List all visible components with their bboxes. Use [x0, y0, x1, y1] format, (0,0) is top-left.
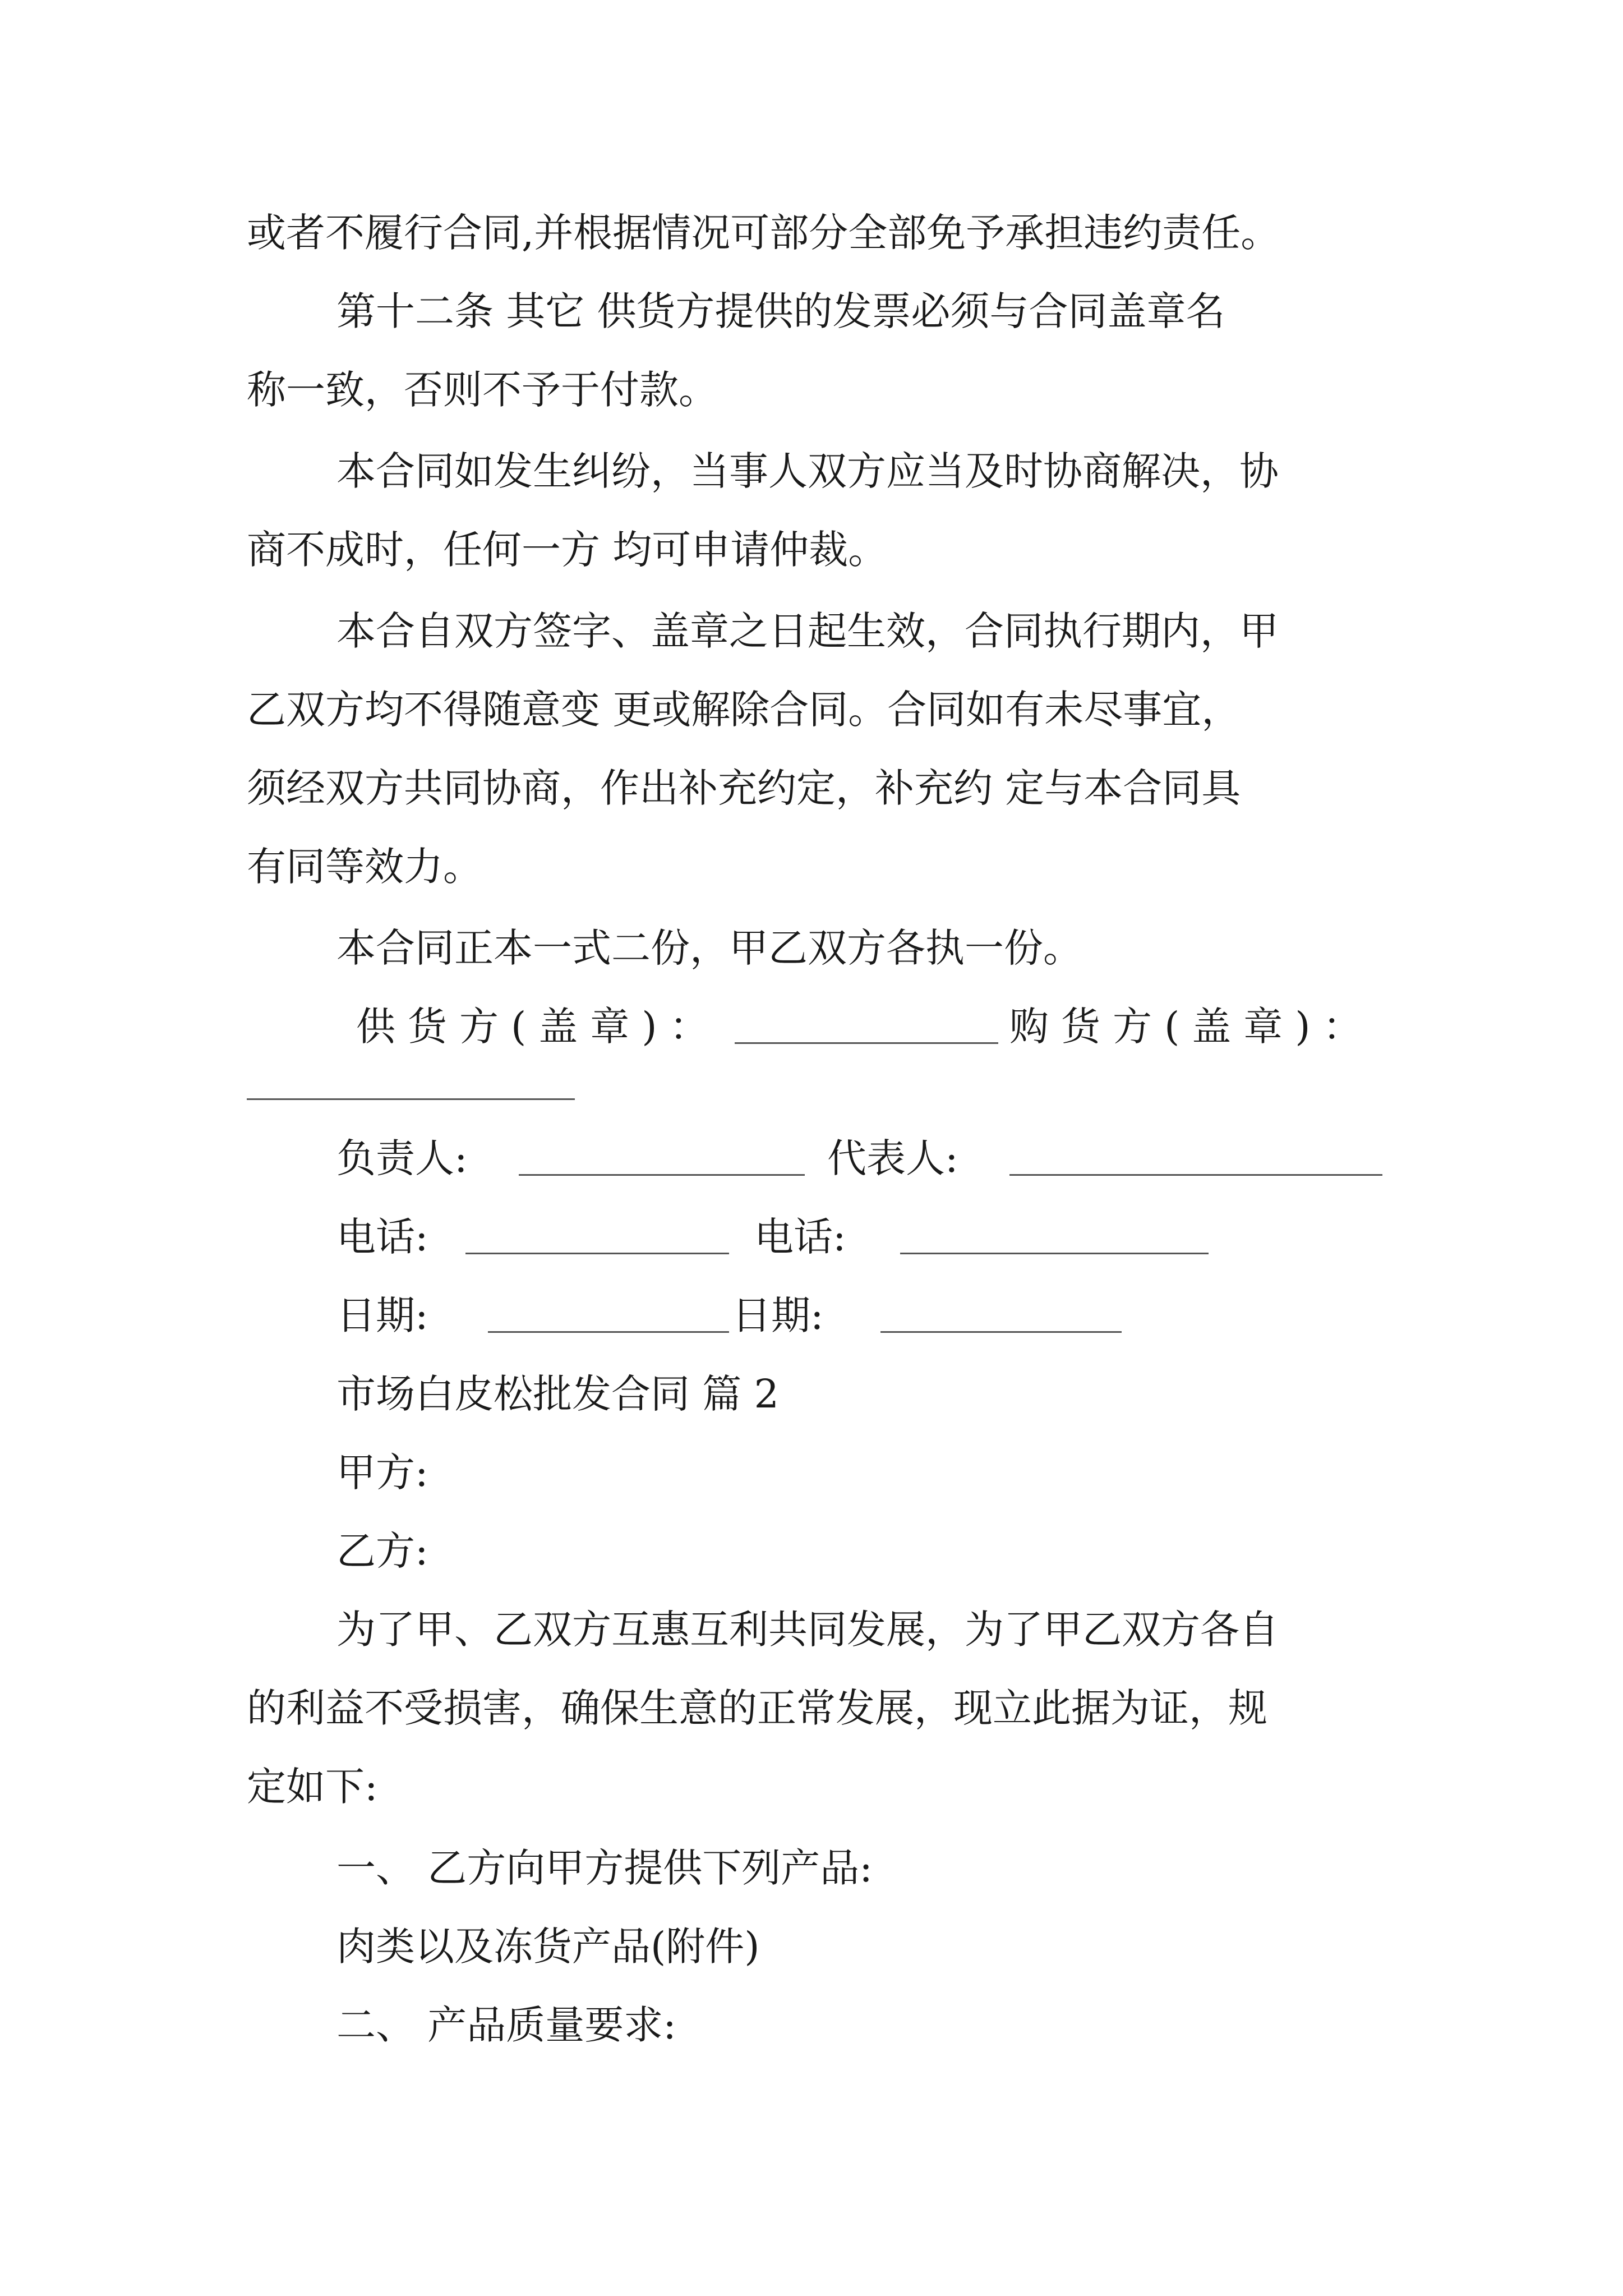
- section-title: 市场白皮松批发合同 篇 2: [336, 1371, 780, 1417]
- buyer-label: 购货方(盖章)：: [1009, 1004, 1375, 1050]
- representative-line: [1009, 1174, 1382, 1176]
- party-b-label: 乙方:: [336, 1528, 428, 1574]
- paragraph-line: 商不成时，任何一方 均可申请仲裁。: [247, 527, 888, 573]
- paragraph-line: 称一致，否则不予于付款。: [247, 367, 718, 413]
- paragraph-line: 有同等效力。: [247, 844, 482, 890]
- supplier-signature-line: [735, 1042, 998, 1044]
- clause-item-1-detail: 肉类以及冻货产品(附件): [336, 1924, 760, 1970]
- paragraph-line: 本合同正本一式二份，甲乙双方各执一份。: [336, 925, 1082, 971]
- signature-row-date: [0, 1287, 1623, 1343]
- date-label-buyer: 日期:: [732, 1292, 824, 1338]
- paragraph-line: 须经双方共同协商，作出补充约定，补充约 定与本合同具: [247, 765, 1241, 811]
- paragraph-line: 本合自双方签字、盖章之日起生效，合同执行期内，甲: [336, 608, 1279, 654]
- date-line-supplier: [488, 1331, 729, 1333]
- supplier-label: 供货方(盖章)：: [356, 1004, 721, 1050]
- paragraph-line: 的利益不受损害，确保生意的正常发展，现立此据为证，规: [247, 1685, 1267, 1731]
- paragraph-line: 或者不履行合同,并根据情况可部分全部免予承担违约责任。: [247, 210, 1280, 256]
- paragraph-line: 为了甲、乙双方互惠互利共同发展，为了甲乙双方各自: [336, 1607, 1279, 1653]
- phone-label-supplier: 电话:: [336, 1214, 428, 1260]
- responsible-line: [519, 1174, 805, 1176]
- paragraph-line: 本合同如发生纠纷，当事人双方应当及时协商解决，协: [336, 448, 1279, 494]
- clause-item-2: 二、 产品质量要求:: [336, 2002, 676, 2048]
- paragraph-line: 乙双方均不得随意变 更或解除合同。合同如有未尽事宜，: [247, 687, 1241, 733]
- clause-item-1: 一、 乙方向甲方提供下列产品:: [336, 1845, 873, 1891]
- responsible-label: 负责人:: [336, 1135, 468, 1181]
- paragraph-line: 定如下:: [247, 1764, 378, 1810]
- date-label-supplier: 日期:: [336, 1292, 428, 1338]
- party-a-label: 甲方:: [336, 1450, 428, 1496]
- date-line-buyer: [880, 1331, 1122, 1333]
- paragraph-line: 第十二条 其它 供货方提供的发票必须与合同盖章名: [336, 288, 1225, 334]
- signature-row-buyer-line: [0, 1055, 1623, 1111]
- phone-line-supplier: [465, 1253, 729, 1254]
- representative-label: 代表人:: [827, 1135, 958, 1181]
- phone-label-buyer: 电话:: [754, 1214, 846, 1260]
- buyer-signature-line: [247, 1098, 575, 1100]
- phone-line-buyer: [900, 1253, 1209, 1254]
- signature-row-phone: [0, 1209, 1623, 1265]
- signature-row-parties: [0, 999, 1623, 1055]
- signature-row-responsible: [0, 1130, 1623, 1186]
